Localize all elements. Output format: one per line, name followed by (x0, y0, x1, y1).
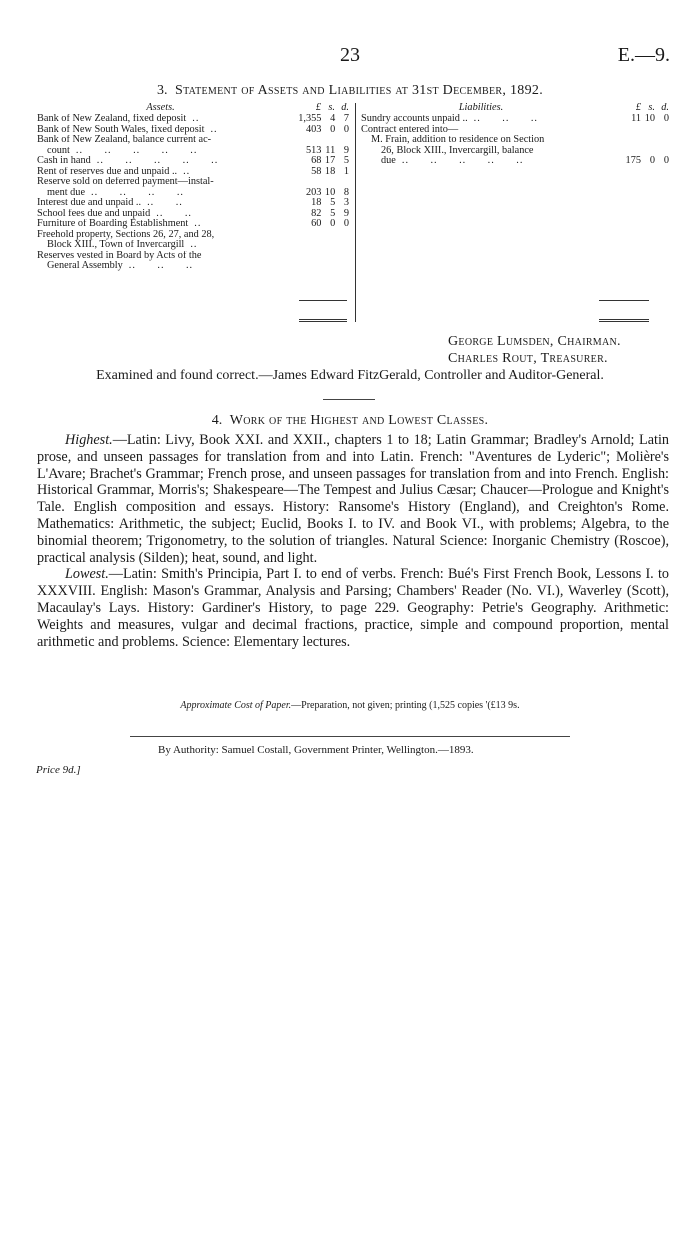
asset-label-text: School fees due and unpaid (37, 208, 151, 219)
asset-row (37, 114, 284, 125)
asset-shillings (321, 230, 335, 241)
asset-label (37, 230, 284, 241)
asset-pence (335, 135, 349, 146)
asset-label-text: Freehold property, Sections 26, 27, and 28, (37, 229, 215, 240)
asset-pence: 5 (343, 155, 349, 166)
asset-row (37, 251, 284, 262)
asset-row (37, 230, 284, 241)
liability-row (361, 146, 601, 157)
asset-label (37, 240, 284, 251)
liability-pence (655, 125, 669, 136)
asset-pounds (284, 135, 321, 146)
work-title: Work of the Highest and Lowest Classes. (229, 413, 489, 428)
asset-label (37, 209, 284, 220)
asset-amount-row (284, 167, 349, 178)
lowest-paragraph (37, 566, 669, 650)
signatures (448, 333, 621, 367)
liability-label (361, 156, 601, 167)
price-note: Price 9d.] (36, 764, 81, 776)
asset-label-text: Bank of New Zealand, fixed deposit (37, 114, 187, 124)
asset-amount-row (284, 125, 349, 136)
footer-separator (130, 736, 570, 737)
liability-pounds (603, 135, 641, 146)
asset-row (37, 125, 284, 136)
page-number: 23 (340, 44, 360, 66)
asset-pounds (284, 177, 321, 188)
asset-shillings: 11 (325, 144, 336, 156)
asset-leader-dots: .. (183, 166, 191, 177)
assets-total-rule (299, 300, 347, 301)
liabilities-total-double-rule (599, 321, 649, 322)
asset-label-text: ment due (47, 187, 86, 198)
asset-row (37, 188, 284, 199)
asset-pence (335, 177, 349, 188)
pence-head: d. (661, 102, 669, 113)
approximate-cost (0, 700, 700, 711)
approx-label: Approximate Cost of Paper. (180, 700, 292, 711)
shillings-head: s. (648, 102, 655, 113)
asset-label (37, 125, 284, 136)
asset-shillings (321, 135, 335, 146)
asset-leader-dots: .. .. .. .. .. (96, 156, 219, 166)
asset-shillings: 0 (330, 123, 336, 135)
asset-shillings (321, 261, 335, 272)
liability-pence (655, 135, 669, 146)
asset-pence: 0 (343, 218, 349, 229)
asset-pounds (284, 251, 321, 262)
work-body (37, 432, 669, 650)
asset-pence (335, 240, 349, 251)
liability-label-text: M. Frain, addition to residence on Section (371, 135, 545, 145)
asset-row (37, 146, 284, 157)
asset-amount-row (284, 251, 349, 262)
asset-label-text: General Assembly (47, 261, 123, 271)
assets-total-double-rule (299, 321, 347, 322)
liability-shillings: 10 (644, 113, 655, 124)
asset-leader-dots: .. .. .. .. .. (75, 145, 198, 156)
statement-heading (0, 83, 700, 99)
liability-pounds: 175 (625, 155, 641, 166)
liability-label-text: Sundry accounts unpaid .. (361, 114, 468, 124)
asset-label (37, 167, 284, 178)
asset-row (37, 261, 284, 272)
asset-leader-dots: .. (210, 124, 218, 135)
asset-shillings: 0 (330, 218, 336, 229)
asset-shillings: 17 (324, 155, 336, 166)
asset-leader-dots: .. .. .. .. (91, 187, 184, 198)
asset-pounds: 513 (305, 144, 322, 156)
asset-amount-row (284, 230, 349, 241)
asset-leader-dots: .. (194, 219, 202, 229)
liability-label-text: 26, Block XIII., Invercargill, balance (381, 145, 534, 156)
asset-amount-row (284, 198, 349, 209)
asset-pounds: 82 (311, 207, 322, 219)
asset-amount-row (284, 240, 349, 251)
asset-pounds (284, 230, 321, 241)
asset-pence (335, 261, 349, 272)
liability-label (361, 114, 601, 125)
asset-row (37, 219, 284, 230)
asset-label-text: Furniture of Boarding Establishment (37, 219, 189, 229)
asset-label (37, 177, 284, 188)
assets-column (37, 103, 284, 272)
asset-row (37, 135, 284, 146)
liability-label-text: Contract entered into— (361, 124, 459, 135)
asset-label (37, 219, 284, 230)
liabilities-total-rule (599, 300, 649, 301)
assets-amount-column (284, 103, 349, 272)
asset-row (37, 177, 284, 188)
asset-pounds: 18 (311, 197, 322, 208)
asset-pence: 9 (343, 207, 349, 219)
liabilities-heading: Liabilities. (458, 102, 504, 113)
asset-shillings (321, 177, 335, 188)
asset-pounds: 60 (311, 218, 322, 229)
pence-head: d. (341, 102, 349, 113)
statement-number: 3. (156, 83, 168, 98)
liability-row (361, 114, 601, 125)
asset-amount-row (284, 177, 349, 188)
asset-row (37, 240, 284, 251)
liability-amount-row (602, 156, 669, 167)
asset-label-text: Rent of reserves due and unpaid .. (37, 166, 178, 177)
liability-label (361, 135, 601, 146)
liability-label-text: due (381, 156, 396, 166)
asset-amount-row (284, 135, 349, 146)
asset-label-text: Reserve sold on deferred payment—instal- (37, 177, 214, 187)
asset-row (37, 198, 284, 209)
liability-row (361, 156, 601, 167)
asset-label (37, 135, 284, 146)
asset-pence (335, 230, 349, 241)
highest-text: —Latin: Livy, Book XXI. and XXII., chapters 1 to 18; Latin Grammar; Bradley's Arnold; Latin prose, and unseen passages for translation from and into Latin. French: "Aventures de Lyderic"; Molière's L'Avare; Brachet's Grammar; French prose, and unseen passages for translation from and into French. English: Historical Grammar, Morris's; Shakespeare—The Tempest and Julius Cæsar; Chaucer—Prologue and Knight's Tale. English composition and essays. History: Ransome's History (England), and Creighton's Rome. Mathematics: Arithmetic, the subject; Euclid, Books I. to IV. and Book VI., with problems; Algebra, to the binomial theorem; Trigonometry, to the solution of triangles. Natural Science: Inorganic Chemistry (Roscoe), practical analysis (Silden); heat, sound, and light. (37, 432, 669, 566)
asset-row (37, 209, 284, 220)
liabilities-total-double-rule (599, 319, 649, 320)
column-divider (355, 103, 356, 322)
asset-pence: 3 (343, 197, 349, 208)
asset-amount-row (284, 261, 349, 272)
liability-row (361, 125, 601, 136)
liability-leader-dots: .. .. .. (473, 114, 539, 124)
asset-pounds (284, 240, 321, 251)
asset-amount-row (284, 219, 349, 230)
asset-leader-dots: .. .. .. (128, 261, 194, 271)
asset-label (37, 156, 284, 167)
asset-row (37, 167, 284, 178)
asset-shillings: 10 (324, 186, 336, 198)
asset-shillings: 4 (330, 113, 336, 124)
liability-pence: 0 (663, 113, 669, 124)
document-reference: E.—9. (617, 44, 670, 66)
liability-shillings (641, 135, 655, 146)
work-number: 4. (211, 413, 223, 428)
liability-label (361, 125, 601, 136)
chairman-signature: George Lumsden, Chairman. (448, 334, 621, 349)
asset-label-text: Interest due and unpaid .. (37, 198, 142, 208)
asset-pounds: 68 (311, 155, 322, 166)
liability-amount-row (602, 125, 669, 136)
asset-leader-dots: .. .. (147, 198, 183, 208)
approx-text: —Preparation, not given; printing (1,525 copies '(£13 9s. (291, 700, 520, 711)
asset-leader-dots: .. .. (156, 208, 192, 219)
asset-row (37, 156, 284, 167)
pounds-head: £ (635, 102, 641, 113)
asset-label-text: Bank of New South Wales, fixed deposit (37, 124, 205, 135)
liability-shillings: 0 (649, 155, 655, 166)
auditor-statement: Examined and found correct.—James Edward FitzGerald, Controller and Auditor-General. (96, 368, 604, 383)
asset-pence: 9 (343, 144, 349, 156)
section-separator (323, 399, 375, 400)
asset-shillings: 18 (324, 165, 336, 177)
asset-amount-row (284, 156, 349, 167)
liability-shillings (641, 125, 655, 136)
highest-label: Highest. (65, 432, 113, 448)
asset-shillings: 5 (330, 197, 336, 208)
lowest-text: —Latin: Smith's Principia, Part I. to end of verbs. French: Bué's First French Book, Lessons I. to XXXVIII. English: Mason's Grammar, Analysis and Parsing; Chambers' Reader (No. VI.), Waverley (Scott), Macaulay's Lays. History: Gardiner's History, to page 229. Geography: Petrie's Geography. Arithmetic: Weights and measures, vulgar and decimal fractions, practice, simple and compound proportion, mental arithmetic and problems. Science: Elementary lectures. (37, 566, 669, 650)
asset-label (37, 261, 284, 272)
asset-pounds: 58 (311, 165, 322, 177)
pounds-head: £ (315, 102, 321, 113)
liability-pounds: 11 (631, 113, 641, 124)
liability-amount-row (602, 135, 669, 146)
asset-shillings (321, 240, 335, 251)
work-heading (0, 413, 700, 429)
asset-shillings (321, 251, 335, 262)
liability-label (361, 146, 601, 157)
liability-pence: 0 (663, 155, 669, 166)
asset-pounds (284, 261, 321, 272)
asset-pence: 1 (343, 165, 349, 177)
asset-pounds: 403 (305, 123, 322, 135)
liability-amount-row (602, 114, 669, 125)
assets-total-double-rule (299, 319, 347, 320)
asset-pounds: 1,355 (298, 113, 322, 124)
lowest-label: Lowest. (65, 566, 109, 583)
authority-line: By Authority: Samuel Costall, Government Printer, Wellington.—1893. (158, 744, 474, 756)
asset-label (37, 114, 284, 125)
asset-label-text: Reserves vested in Board by Acts of the (37, 250, 202, 261)
asset-amount-row (284, 114, 349, 125)
asset-pence: 7 (343, 113, 349, 124)
shillings-head: s. (328, 102, 335, 113)
asset-label-text: Bank of New Zealand, balance current ac- (37, 135, 212, 145)
asset-pence: 0 (343, 123, 349, 135)
asset-shillings: 5 (330, 207, 336, 219)
liabilities-column (361, 103, 601, 167)
assets-heading: Assets. (146, 102, 175, 113)
asset-label (37, 251, 284, 262)
asset-pence: 8 (343, 186, 349, 198)
asset-label (37, 146, 284, 157)
asset-label (37, 188, 284, 199)
asset-pence (335, 251, 349, 262)
liability-row (361, 135, 601, 146)
asset-label-text: count (47, 145, 70, 156)
highest-paragraph (37, 432, 669, 566)
asset-label-text: Block XIII., Town of Invercargill (47, 240, 185, 250)
liability-pounds (603, 125, 641, 136)
treasurer-signature: Charles Rout, Treasurer. (448, 351, 608, 366)
asset-pounds: 203 (305, 186, 322, 198)
statement-title: Statement of Assets and Liabilities at 31st December, 1892. (174, 83, 544, 98)
liabilities-amount-column (602, 103, 669, 167)
asset-leader-dots: .. (192, 114, 200, 124)
asset-label (37, 198, 284, 209)
asset-label-text: Cash in hand (37, 156, 91, 166)
liability-leader-dots: .. .. .. .. .. (401, 156, 524, 166)
asset-leader-dots: .. (190, 240, 198, 250)
